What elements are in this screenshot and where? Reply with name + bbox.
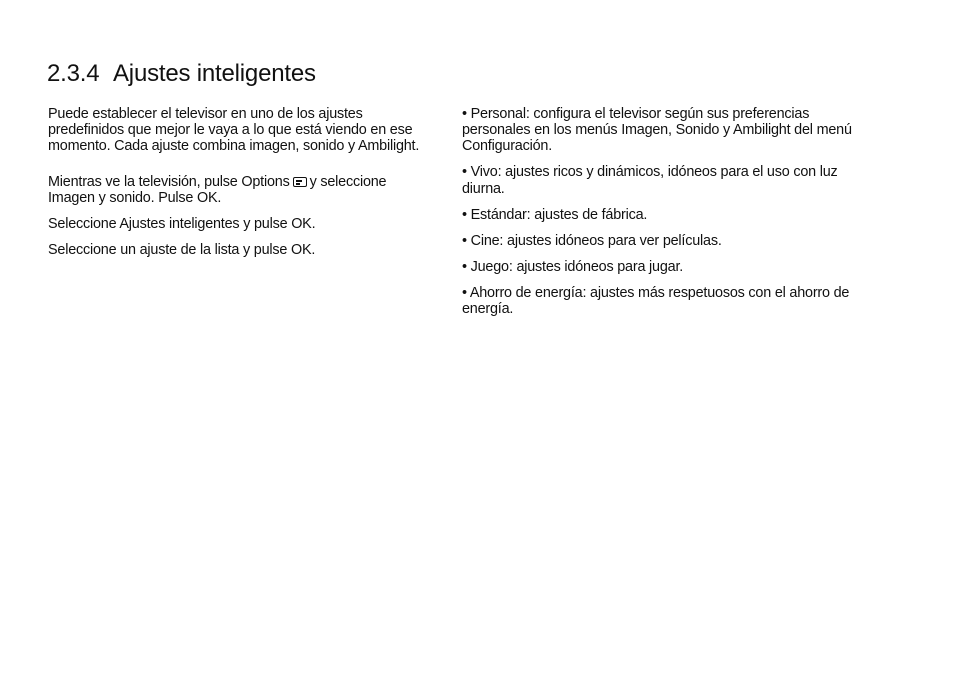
list-item-standard: • Estándar: ajustes de fábrica. [462, 206, 648, 223]
intro-paragraph: Puede establecer el televisor en uno de los ajustes predefinidos que mejor le vaya a lo que está viendo en ese momento. Cada ajuste combina imagen, sonido y Ambilight. [48, 106, 420, 155]
step-open-options-text: Mientras ve la televisión, pulse Options [48, 174, 290, 191]
step-select-smart-settings: Seleccione Ajustes inteligentes y pulse OK. [48, 216, 316, 233]
section-heading [47, 60, 316, 88]
left-column [48, 106, 423, 268]
right-column [462, 106, 857, 327]
step-open-options [48, 174, 423, 206]
list-item-vivid: • Vivo: ajustes ricos y dinámicos, idóneos para el uso con luz diurna. [462, 164, 838, 197]
section-number: 2.3.4 [47, 60, 100, 87]
list-item-energy-saving: • Ahorro de energía: ajustes más respetuosos con el ahorro de energía. [462, 284, 850, 317]
list-item-game: • Juego: ajustes idóneos para jugar. [462, 258, 684, 275]
step-select-setting: Seleccione un ajuste de la lista y pulse OK. [48, 242, 316, 259]
options-icon [293, 177, 307, 187]
list-item-personal: • Personal: configura el televisor según sus preferencias personales en los menús Imagen, Sonido y Ambilight del menú Configuración. [462, 106, 852, 155]
step-open-options-text-end: y seleccione Imagen y sonido. Pulse OK. [48, 174, 387, 207]
list-item-movie: • Cine: ajustes idóneos para ver películas. [462, 232, 722, 249]
section-title: Ajustes inteligentes [113, 60, 316, 87]
